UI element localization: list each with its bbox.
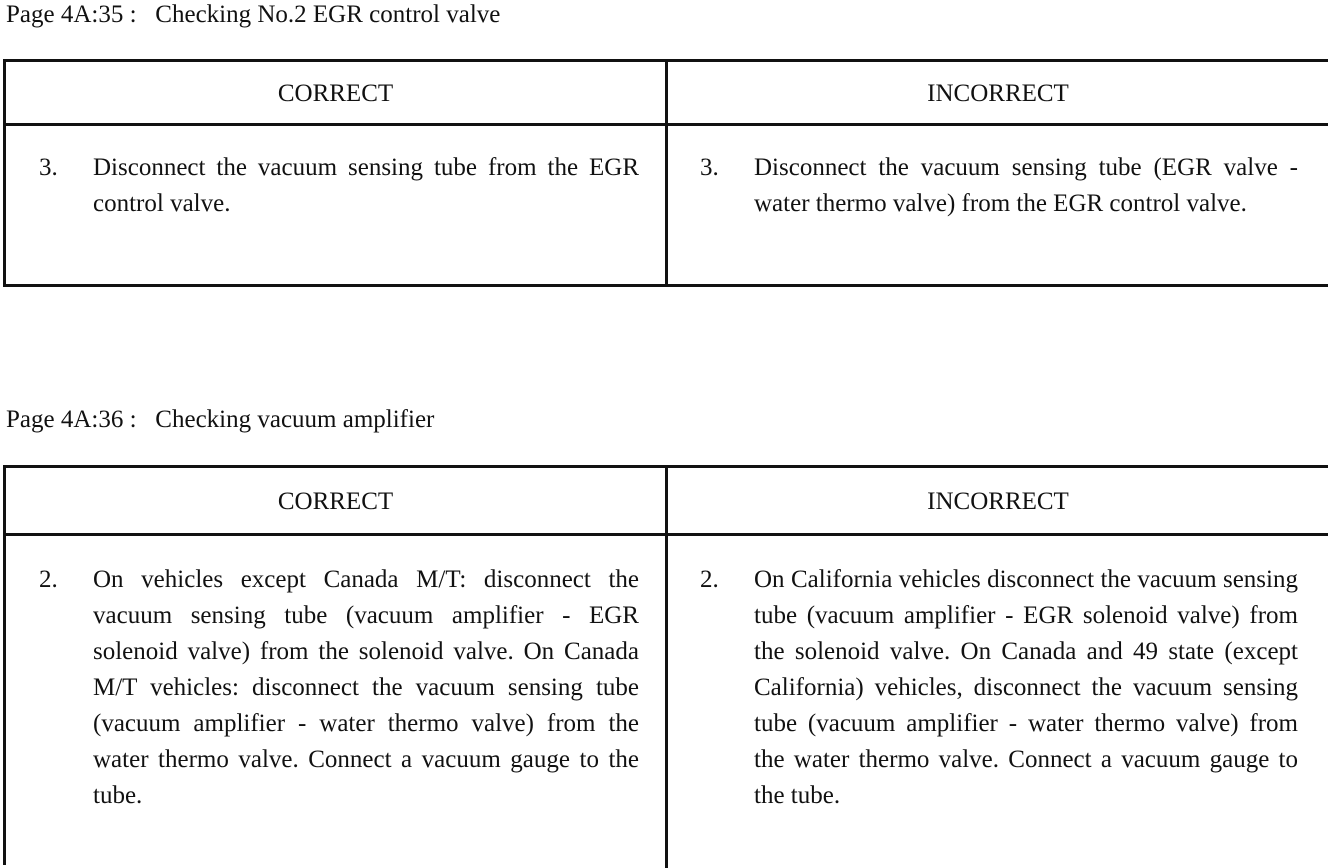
section2-table bbox=[3, 465, 1328, 865]
correct-step-text: On vehicles except Canada M/T: disconnect the vacuum sensing tube (vacuum amplifier - EGR solenoid valve) from the solenoid valve. On Canada M/T vehicles: disconnect the vacuum sensing tube (vacuum amplifier - water thermo valve) from the water thermo valve. Connect a vacuum gauge to the tube. bbox=[93, 566, 639, 809]
incorrect-column-header: INCORRECT bbox=[927, 79, 1069, 107]
incorrect-step-text: On California vehicles disconnect the vacuum sensing tube (vacuum amplifier - EGR solenoid valve) from the solenoid valve. On Canada and 49 state (except California) vehicles, disconnect the vacuum sensing tube (vacuum amplifier - water thermo valve) from the water thermo valve. Connect a vacuum gauge to the tube. bbox=[754, 566, 1298, 809]
step-number: 3. bbox=[700, 154, 719, 181]
section1-heading: Page 4A:35 : Checking No.2 EGR control valve bbox=[6, 1, 501, 28]
incorrect-column-header: INCORRECT bbox=[927, 487, 1069, 515]
section1-table bbox=[3, 59, 1328, 287]
correct-column-header: CORRECT bbox=[6, 62, 668, 123]
section2-body-row bbox=[6, 536, 1328, 868]
step-number: 2. bbox=[700, 566, 719, 593]
correct-cell bbox=[6, 536, 668, 868]
section1-body-row bbox=[6, 126, 1328, 284]
section2-heading: Page 4A:36 : Checking vacuum amplifier bbox=[6, 406, 435, 433]
step-number: 2. bbox=[39, 566, 58, 593]
incorrect-step-text: Disconnect the vacuum sensing tube (EGR valve - water thermo valve) from the EGR control valve. bbox=[754, 154, 1298, 217]
incorrect-cell bbox=[668, 536, 1328, 868]
section2-header-row bbox=[6, 468, 1328, 536]
incorrect-cell bbox=[668, 126, 1328, 284]
correct-step-text: Disconnect the vacuum sensing tube from the EGR control valve. bbox=[93, 154, 639, 217]
correct-column-header: CORRECT bbox=[6, 468, 668, 533]
section1-header-row bbox=[6, 62, 1328, 126]
correct-cell bbox=[6, 126, 668, 284]
step-number: 3. bbox=[39, 154, 58, 181]
